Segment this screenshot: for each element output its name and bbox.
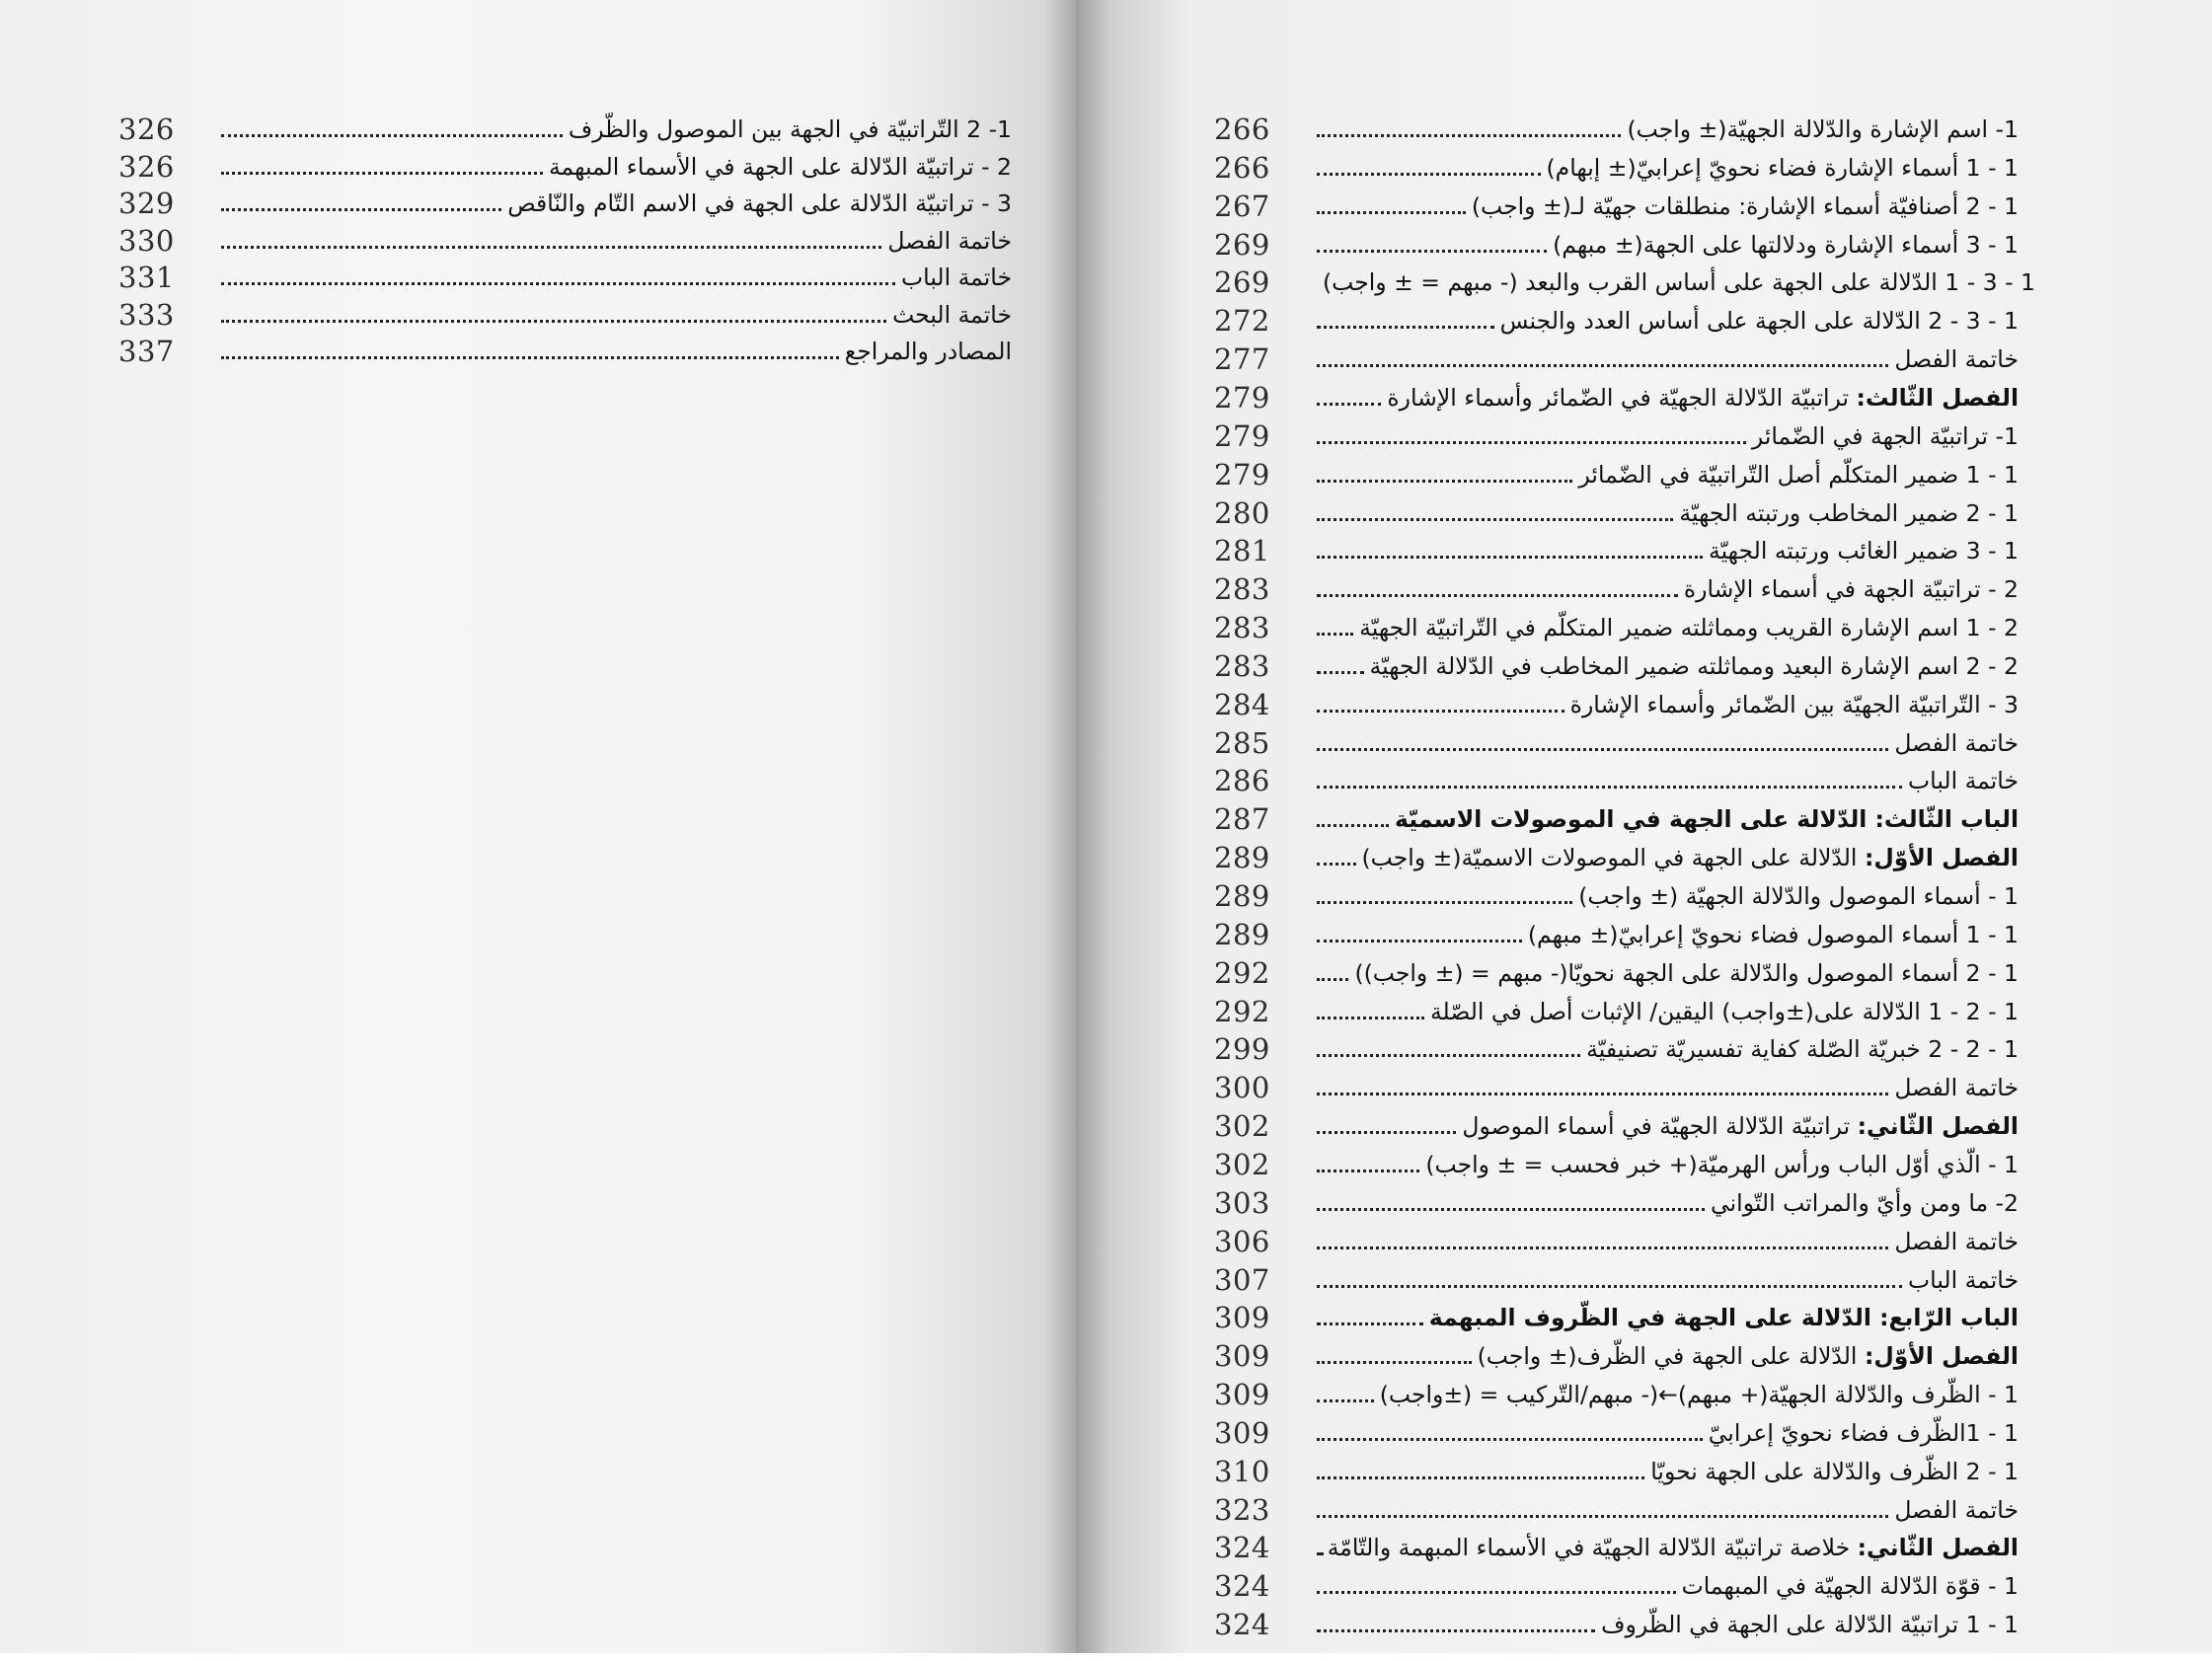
toc-dot-leader: [1317, 710, 1564, 713]
left-page: [0, 0, 1076, 1653]
toc-entry: [1214, 686, 2019, 721]
toc-dot-leader: [1317, 441, 1746, 444]
toc-page-number: 326: [118, 149, 175, 184]
toc-page-number: 302: [1214, 1147, 1270, 1181]
toc-entry: [1214, 993, 2019, 1028]
toc-dot-leader: [1317, 173, 1541, 176]
toc-page-number: 299: [1214, 1032, 1270, 1067]
toc-entry: [1214, 916, 2019, 951]
toc-dot-leader: [1317, 786, 1902, 789]
toc-entry: [1214, 456, 2019, 491]
toc-page-number: 324: [1214, 1569, 1270, 1604]
toc-heading: الفصل الثّاني:: [1857, 1112, 2019, 1141]
toc-title: 1 - 1الظّرف فضاء نحويّ إعرابيّ: [1708, 1418, 2019, 1447]
toc-title: 3 - التّراتبيّة الجهيّة بين الضّمائر وأسماء الإشارة: [1569, 690, 2019, 718]
toc-dot-leader: [221, 320, 886, 323]
toc-dot-leader: [221, 208, 501, 211]
toc-title: 1 - قوّة الدّلالة الجهيّة في المبهمات: [1681, 1572, 2019, 1601]
toc-page-number: 266: [1214, 113, 1270, 146]
toc-dot-leader: [1317, 748, 1888, 751]
toc-title: 1- 2 التّراتبيّة في الجهة بين الموصول والظّرف: [568, 115, 1012, 143]
toc-entry: [1214, 800, 2019, 836]
toc-heading-title: الدّلالة على الجهة في الموصولات الاسميّة(± واجب): [1361, 844, 1865, 872]
toc-page-number: 310: [1214, 1454, 1270, 1488]
toc-dot-leader: [1317, 1476, 1644, 1479]
scan-bottom-margin: [0, 1653, 2212, 1661]
toc-entry: [118, 222, 1012, 258]
toc-title: [1462, 1109, 2019, 1143]
toc-title: 1 - 2 أسماء الموصول والدّلالة على الجهة نحويّا(- مبهم = (± واجب)): [1354, 958, 2019, 987]
toc-dot-leader: [1317, 1170, 1419, 1172]
toc-title: خاتمة البحث: [892, 300, 1012, 329]
toc-dot-leader: [1317, 671, 1364, 674]
toc-dot-leader: [1317, 250, 1547, 253]
toc-entry: [1214, 1146, 2019, 1181]
toc-heading: الفصل الثّالث:: [1856, 383, 2019, 412]
toc-page-number: 324: [1214, 1608, 1270, 1642]
toc-dot-leader: [1317, 326, 1494, 329]
toc-title: 2 - 2 اسم الإشارة البعيد ومماثلته ضمير المخاطب في الدّلالة الجهيّة: [1369, 651, 2019, 680]
toc-title: 1 - 2 ضمير المخاطب ورتبته الجهيّة: [1679, 498, 2019, 527]
toc-dot-leader: [221, 356, 839, 359]
toc-page-number: 309: [1214, 1301, 1270, 1335]
toc-entry: [1214, 1107, 2019, 1143]
toc-dot-leader: [1317, 480, 1572, 483]
toc-entry: [1214, 188, 2019, 223]
toc-page-number: 279: [1214, 457, 1270, 491]
toc-title: خاتمة الباب: [1908, 767, 2019, 795]
toc-dot-leader: [221, 134, 563, 137]
toc-page-number: 285: [1214, 725, 1270, 760]
toc-title: 1 - 2 أصنافيّة أسماء الإشارة: منطلقات جهيّة لـ(± واجب): [1471, 191, 2019, 220]
toc-title: 1 - 2 - 1 الدّلالة على(±واجب) اليقين/ الإثبات أصل في الصّلة: [1429, 997, 2019, 1025]
toc-entry: [1214, 1606, 2019, 1641]
toc-entry: [1214, 1376, 2019, 1411]
toc-entry: [1214, 1184, 2019, 1220]
toc-heading-title: خلاصة تراتبيّة الدّلالة الجهيّة في الأسماء المبهمة والتّامّة: [1327, 1534, 1858, 1562]
toc-dot-leader: [1317, 1246, 1888, 1249]
toc-dot-leader: [1317, 134, 1621, 137]
toc-dot-leader: [1317, 633, 1353, 636]
toc-title: [1395, 802, 2019, 836]
toc-title: خاتمة الباب: [1908, 1265, 2019, 1294]
toc-entry: [1214, 1069, 2019, 1104]
toc-dot-leader: [221, 246, 881, 249]
toc-dot-leader: [1317, 1131, 1456, 1134]
toc-title: 2 - 1 اسم الإشارة القريب ومماثلته ضمير المتكلّم في التّراتبيّة الجهيّة: [1359, 614, 2019, 642]
toc-entry: [1214, 1030, 2019, 1066]
toc-dot-leader: [1317, 1361, 1472, 1364]
toc-page-number: 269: [1214, 265, 1270, 300]
toc-heading: الفصل الأوّل:: [1864, 844, 2019, 872]
toc-entry: [1214, 1223, 2019, 1258]
toc-title: 1 - 2 الظّرف والدّلالة على الجهة نحويّا: [1650, 1457, 2019, 1485]
toc-page-number: 307: [1214, 1262, 1270, 1297]
toc-heading-title: تراتبيّة الدّلالة الجهيّة في الضّمائر وأسماء الإشارة: [1387, 383, 1857, 412]
toc-page-number: 281: [1214, 534, 1270, 568]
toc-page-number: 337: [118, 335, 175, 368]
toc-title: خاتمة الفصل: [1894, 1074, 2019, 1102]
toc-dot-leader: [1317, 403, 1381, 406]
toc-entry: [1214, 379, 2019, 415]
toc-page-number: 266: [1214, 150, 1270, 185]
toc-title: 1 - 3 أسماء الإشارة ودلالتها على الجهة(± مبهم): [1553, 230, 2019, 259]
toc-page-number: 324: [1214, 1531, 1270, 1565]
toc-heading: الفصل الأوّل:: [1864, 1342, 2019, 1371]
toc-entry: [118, 111, 1012, 146]
toc-entry: [1214, 839, 2019, 874]
toc-title: 1 - 1 ضمير المتكلّم أصل التّراتبيّة في الضّمائر: [1578, 460, 2019, 489]
toc-heading: الباب الرّابع: الدّلالة على الجهة في الظّروف المبهمة: [1428, 1304, 2019, 1332]
toc-page-number: 279: [1214, 418, 1270, 453]
toc-title: 1 - 1 تراتبيّة الدّلالة على الجهة في الظّروف: [1601, 1611, 2019, 1639]
toc-page-number: 277: [1214, 342, 1270, 377]
toc-heading-title: تراتبيّة الدّلالة الجهيّة في أسماء الموصول: [1462, 1112, 1858, 1141]
toc-title: 1 - 3 ضمير الغائب ورتبته الجهيّة: [1708, 537, 2019, 566]
toc-title: خاتمة الفصل: [1894, 345, 2019, 374]
toc-entry: [118, 296, 1012, 332]
toc-entry: [1214, 1491, 2019, 1527]
toc-entry: [1214, 340, 2019, 376]
toc-entry: [1214, 494, 2019, 530]
toc-dot-leader: [1317, 978, 1348, 981]
toc-title: 1 - الّذي أوّل الباب ورأس الهرميّة(+ خبر فحسب = ± واجب): [1425, 1150, 2019, 1178]
toc-entry: [1214, 1337, 2019, 1373]
toc-dot-leader: [1317, 824, 1389, 827]
toc-dot-leader: [1317, 1054, 1580, 1057]
toc-entry: [1214, 1567, 2019, 1603]
toc-title: 1 - أسماء الموصول والدّلالة الجهيّة (± واجب): [1578, 882, 2019, 910]
toc-title: [1429, 1301, 2019, 1334]
right-page: [1076, 0, 2212, 1653]
toc-dot-leader: [1317, 940, 1522, 943]
toc-entry: [1214, 570, 2019, 606]
toc-dot-leader: [1317, 1591, 1676, 1594]
toc-dot-leader: [1317, 1438, 1703, 1441]
toc-title: 1 - الظّرف والدّلالة الجهيّة(+ مبهم)←(- مبهم/التّركيب = (±واجب): [1379, 1381, 2019, 1409]
toc-dot-leader: [1317, 518, 1673, 521]
toc-dot-leader: [1317, 211, 1466, 214]
toc-entry: [118, 148, 1012, 184]
toc-page-number: 292: [1214, 955, 1270, 990]
toc-page-number: 289: [1214, 917, 1270, 951]
toc-title: خاتمة الباب: [901, 264, 1012, 291]
toc-entry: [1214, 532, 2019, 567]
toc-dot-leader: [1317, 1208, 1705, 1211]
toc-entry: [1214, 226, 2019, 262]
toc-title: [1362, 841, 2019, 874]
toc-entry: [1214, 1299, 2019, 1334]
toc-page-number: 306: [1214, 1224, 1270, 1258]
toc-title: [1387, 381, 2019, 415]
toc-page-number: 303: [1214, 1185, 1270, 1220]
toc-dot-leader: [1317, 863, 1356, 866]
toc-dot-leader: [1317, 1285, 1902, 1288]
toc-entry: [118, 185, 1012, 220]
toc-page-number: 287: [1214, 802, 1270, 837]
toc-page-number: 289: [1214, 879, 1270, 913]
toc-page-number: 309: [1214, 1415, 1270, 1450]
toc-entry: [1214, 1529, 2019, 1564]
toc-page-number: 283: [1214, 648, 1270, 683]
toc-page-number: 280: [1214, 495, 1270, 530]
toc-page-number: 283: [1214, 572, 1270, 607]
toc-title: المصادر والمراجع: [844, 338, 1012, 365]
toc-title: خاتمة الفصل: [1894, 1227, 2019, 1255]
toc-title: خاتمة الفصل: [887, 226, 1012, 255]
toc-dot-leader: [1317, 1515, 1888, 1518]
toc-entry: [118, 259, 1012, 294]
toc-page-number: 333: [118, 297, 175, 332]
toc-page-number: 279: [1214, 380, 1270, 415]
toc-entry: [1214, 877, 2019, 913]
toc-page-number: 292: [1214, 994, 1270, 1028]
toc-dot-leader: [1317, 1399, 1374, 1402]
toc-entry: [1214, 762, 2019, 797]
toc-entry: [1214, 302, 2019, 338]
toc-page-number: 269: [1214, 227, 1270, 262]
toc-title: 1 - 2 - 2 خبريّة الصّلة كفاية تفسيريّة تصنيفيّة: [1586, 1035, 2019, 1064]
toc-title: 1- اسم الإشارة والدّلالة الجهيّة(± واجب): [1627, 115, 2019, 143]
toc-entry: [1214, 609, 2019, 644]
toc-dot-leader: [1317, 556, 1703, 559]
toc-entry: [1214, 149, 2019, 185]
toc-title: 1 - 1 أسماء الإشارة فضاء نحويّ إعرابيّ(± إبهام): [1546, 153, 2019, 182]
toc-entry: [1214, 954, 2019, 990]
toc-heading: الفصل الثّاني:: [1857, 1534, 2019, 1562]
toc-page-number: 309: [1214, 1339, 1270, 1374]
toc-entry: [1214, 647, 2019, 683]
toc-title: 1- تراتبيّة الجهة في الضّمائر: [1751, 421, 2019, 450]
toc-page-number: 272: [1214, 304, 1270, 339]
toc-dot-leader: [1317, 1552, 1322, 1555]
toc-entry: [1214, 724, 2019, 760]
toc-dot-leader: [1317, 1017, 1424, 1019]
toc-page-number: 309: [1214, 1378, 1270, 1412]
toc-heading: الباب الثّالث: الدّلالة على الجهة في الموصولات الاسميّة: [1395, 805, 2019, 834]
toc-dot-leader: [1317, 901, 1572, 904]
toc-dot-leader: [1317, 1322, 1423, 1325]
toc-entry: [1214, 1261, 2019, 1297]
toc-page-number: 300: [1214, 1071, 1270, 1105]
toc-page-number: 283: [1214, 611, 1270, 645]
toc-dot-leader: [1317, 1629, 1595, 1632]
toc-title: [1478, 1339, 2019, 1373]
toc-title: 2 - تراتبيّة الدّلالة على الجهة في الأسماء المبهمة: [548, 152, 1012, 181]
toc-entry: [1214, 264, 2035, 300]
toc-title: خاتمة الفصل: [1894, 728, 2019, 757]
toc-page-number: 267: [1214, 189, 1270, 223]
toc-title: 1 - 3 - 2 الدّلالة على الجهة على أساس العدد والجنس: [1499, 307, 2019, 336]
toc-entry: [1214, 111, 2019, 146]
toc-title: 2 - تراتبيّة الجهة في أسماء الإشارة: [1683, 575, 2019, 604]
toc-title: 1 - 3 - 1 الدّلالة على الجهة على أساس القرب والبعد (- مبهم = ± واجب): [1323, 268, 2035, 297]
toc-title: 2- ما ومن وأيّ والمراتب التّواني: [1711, 1188, 2019, 1217]
toc-dot-leader: [1317, 364, 1888, 367]
toc-title: 1 - 1 أسماء الموصول فضاء نحويّ إعرابيّ(± مبهم): [1527, 920, 2019, 948]
toc-page-number: 323: [1214, 1492, 1270, 1527]
toc-entry: [118, 333, 1012, 368]
toc-title: [1328, 1531, 2019, 1564]
toc-page-number: 302: [1214, 1109, 1270, 1144]
toc-entry: [1214, 1414, 2019, 1450]
toc-dot-leader: [221, 282, 895, 285]
toc-page-number: 289: [1214, 841, 1270, 875]
toc-page-number: 326: [118, 113, 175, 146]
toc-entry: [1214, 417, 2019, 453]
toc-page-number: 284: [1214, 687, 1270, 721]
toc-page-number: 329: [118, 187, 175, 220]
toc-dot-leader: [1317, 1093, 1888, 1095]
toc-page-number: 330: [118, 223, 175, 258]
toc-title: 3 - تراتبيّة الدّلالة على الجهة في الاسم التّام والنّاقص: [507, 189, 1012, 217]
toc-page-number: 286: [1214, 764, 1270, 798]
toc-dot-leader: [1317, 594, 1678, 597]
toc-heading-title: الدّلالة على الجهة في الظّرف(± واجب): [1477, 1342, 1865, 1371]
toc-title: خاتمة الفصل: [1894, 1495, 2019, 1524]
toc-entry: [1214, 1453, 2019, 1488]
toc-page-number: 331: [118, 261, 175, 294]
toc-dot-leader: [221, 172, 543, 175]
